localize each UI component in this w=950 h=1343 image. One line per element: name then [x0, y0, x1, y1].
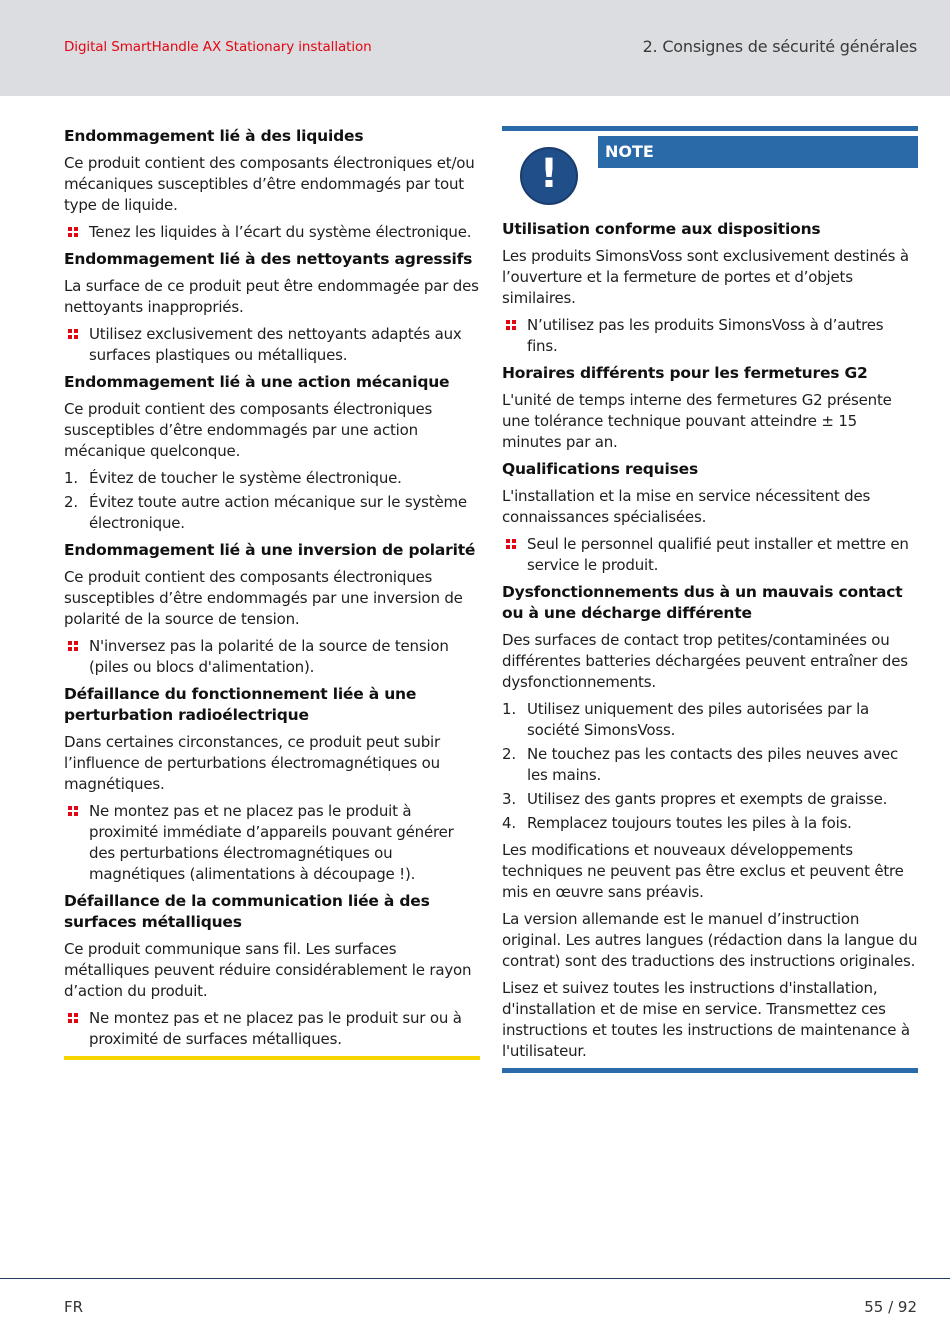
- language-text: La version allemande est le manuel d’instruction original. Les autres langues (rédaction dans la langue du contrat) sont des traductions des instructions originales.: [502, 910, 918, 970]
- item-text: Évitez toute autre action mécanique sur le système électronique.: [89, 493, 467, 532]
- instruction-text: Ne montez pas et ne placez pas le produit à proximité immédiate d’appareils pouvant générer des perturbations électromagnétiques ou magnétiques (alimentations à découpage !).: [89, 802, 454, 883]
- section-liquids: [64, 126, 480, 243]
- section-title: Défaillance de la communication liée à des surfaces métalliques: [64, 892, 430, 931]
- item-number: 2.: [64, 493, 78, 511]
- item-number: 4.: [502, 814, 516, 832]
- section-text: Ce produit communique sans fil. Les surfaces métalliques peuvent réduire considérablement le rayon d’action du produit.: [64, 940, 472, 1000]
- item-number: 2.: [502, 745, 516, 763]
- item-text: Utilisez uniquement des piles autorisées par la société SimonsVoss.: [527, 700, 870, 739]
- instruction-item: [64, 222, 480, 243]
- section-malfunctions: [502, 582, 918, 834]
- modifications-text: Les modifications et nouveaux développements techniques ne peuvent pas être exclus et peuvent être mis en œuvre sans préavis.: [502, 841, 904, 901]
- numbered-item: [502, 744, 918, 786]
- numbered-item: [64, 468, 480, 489]
- chapter-title: 2. Consignes de sécurité générales: [642, 37, 917, 56]
- section-text: Ce produit contient des composants électroniques susceptibles d’être endommagés par une inversion de polarité de la source de tension.: [64, 568, 463, 628]
- warning-divider: [64, 1056, 480, 1060]
- section-title: Endommagement lié à une action mécanique: [64, 373, 450, 391]
- numbered-item: [64, 492, 480, 534]
- section-title: Endommagement lié à une inversion de polarité: [64, 541, 476, 559]
- section-text: Dans certaines circonstances, ce produit peut subir l’influence de perturbations électromagnétiques ou magnétiques.: [64, 733, 440, 793]
- section-g2-time: [502, 363, 918, 453]
- instruction-text: Seul le personnel qualifié peut installer et mettre en service le produit.: [527, 535, 909, 574]
- item-number: 3.: [502, 790, 516, 808]
- item-text: Utilisez des gants propres et exempts de graisse.: [527, 790, 888, 808]
- bullet-icon: [68, 806, 79, 817]
- bullet-icon: [68, 329, 79, 340]
- note-divider: [502, 1068, 918, 1073]
- section-text: Ce produit contient des composants électroniques et/ou mécaniques susceptibles d’être endommagés par tout type de liquide.: [64, 154, 475, 214]
- numbered-item: [502, 789, 918, 810]
- product-title: Digital SmartHandle AX Stationary installation: [64, 39, 372, 55]
- instruction-text: Tenez les liquides à l’écart du système électronique.: [89, 223, 472, 241]
- bullet-icon: [506, 539, 517, 550]
- section-text: L'installation et la mise en service nécessitent des connaissances spécialisées.: [502, 487, 871, 526]
- bullet-icon: [506, 320, 517, 331]
- section-polarity: [64, 540, 480, 678]
- section-title: Utilisation conforme aux dispositions: [502, 220, 821, 238]
- footer-divider: [0, 1278, 950, 1279]
- section-cleaners: [64, 249, 480, 366]
- instruction-text: N'inversez pas la polarité de la source de tension (piles ou blocs d'alimentation).: [89, 637, 449, 676]
- bullet-icon: [68, 227, 79, 238]
- item-text: Remplacez toujours toutes les piles à la fois.: [527, 814, 852, 832]
- numbered-item: [502, 699, 918, 741]
- instruction-item: [502, 534, 918, 576]
- item-number: 1.: [502, 700, 516, 718]
- read-instructions-text: Lisez et suivez toutes les instructions d'installation, d'installation et de mise en service. Transmettez ces instructions et toutes les instructions de maintenance à l'utilisateur.: [502, 979, 910, 1060]
- section-text: La surface de ce produit peut être endommagée par des nettoyants inappropriés.: [64, 277, 479, 316]
- item-text: Ne touchez pas les contacts des piles neuves avec les mains.: [527, 745, 899, 784]
- instruction-item: [64, 324, 480, 366]
- section-metal: [64, 891, 480, 1050]
- section-title: Qualifications requises: [502, 460, 698, 478]
- bullet-icon: [68, 1013, 79, 1024]
- section-title: Endommagement lié à des nettoyants agressifs: [64, 250, 473, 268]
- left-column: [64, 126, 480, 1060]
- numbered-item: [502, 813, 918, 834]
- section-title: Dysfonctionnements dus à un mauvais contact ou à une décharge différente: [502, 583, 903, 622]
- note-label: NOTE: [598, 136, 918, 168]
- instruction-item: [502, 315, 918, 357]
- instruction-item: [64, 636, 480, 678]
- instruction-text: Ne montez pas et ne placez pas le produit sur ou à proximité de surfaces métalliques.: [89, 1009, 462, 1048]
- section-intended-use: [502, 219, 918, 357]
- item-number: 1.: [64, 469, 78, 487]
- section-title: Défaillance du fonctionnement liée à une perturbation radioélectrique: [64, 685, 417, 724]
- bullet-icon: [68, 641, 79, 652]
- note-header: [502, 126, 918, 219]
- instruction-item: [64, 801, 480, 885]
- section-text: Des surfaces de contact trop petites/contaminées ou différentes batteries déchargées peuvent entraîner des dysfonctionnements.: [502, 631, 908, 691]
- instruction-text: Utilisez exclusivement des nettoyants adaptés aux surfaces plastiques ou métalliques.: [89, 325, 462, 364]
- section-text: L'unité de temps interne des fermetures G2 présente une tolérance technique pouvant atteindre ± 15 minutes par an.: [502, 391, 892, 451]
- section-text: Ce produit contient des composants électroniques susceptibles d’être endommagés par une action mécanique quelconque.: [64, 400, 433, 460]
- page-number: 55 / 92: [864, 1298, 917, 1316]
- section-title: Endommagement lié à des liquides: [64, 127, 364, 145]
- language-code: FR: [64, 1298, 84, 1316]
- instruction-text: N’utilisez pas les produits SimonsVoss à d’autres fins.: [527, 316, 884, 355]
- section-radio: [64, 684, 480, 885]
- section-text: Les produits SimonsVoss sont exclusivement destinés à l’ouverture et la fermeture de portes et d’objets similaires.: [502, 247, 909, 307]
- page-header: [0, 0, 950, 96]
- exclamation-icon: !: [520, 147, 578, 205]
- instruction-item: [64, 1008, 480, 1050]
- section-mechanical: [64, 372, 480, 534]
- item-text: Évitez de toucher le système électronique.: [89, 469, 402, 487]
- note-box: [502, 126, 918, 1073]
- section-qualifications: [502, 459, 918, 576]
- section-title: Horaires différents pour les fermetures G2: [502, 364, 868, 382]
